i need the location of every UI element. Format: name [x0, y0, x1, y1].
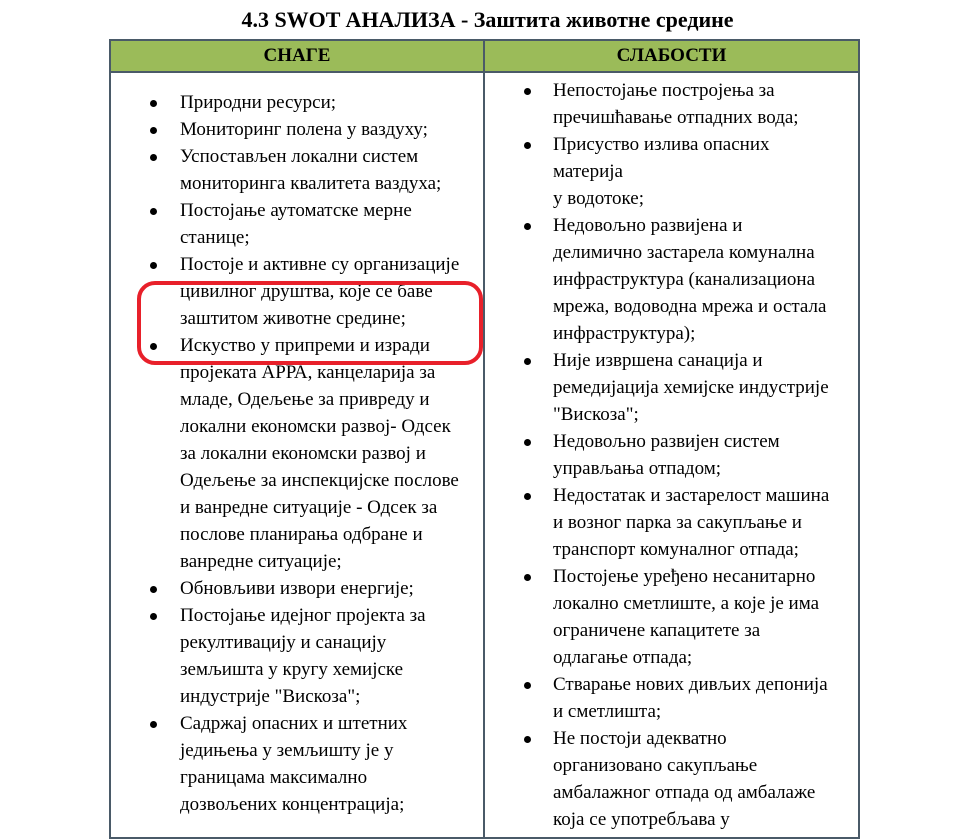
weaknesses-column — [485, 73, 858, 837]
bullet-icon — [150, 586, 157, 593]
swot-table — [109, 39, 860, 839]
bullet-icon — [524, 358, 531, 365]
table-body-row — [111, 73, 858, 837]
list-item-text: Није извршена санација и ремедијација хемијске индустрије "Вискоза"; — [553, 350, 829, 425]
list-item — [485, 212, 858, 347]
list-item-text: Успостављен локални систем мониторинга квалитета ваздуха; — [180, 146, 442, 194]
bullet-icon — [524, 223, 531, 230]
list-item-text: Постојање аутоматске мерне станице; — [180, 200, 412, 248]
list-item-text: Садржај опасних и штетних једињења у земљишту је у границама максимално дозвољених концентрација; — [180, 713, 408, 815]
bullet-icon — [524, 439, 531, 446]
list-item — [485, 671, 858, 725]
strengths-header: СНАГЕ — [111, 41, 485, 71]
list-item-text: Присуство излива опасних материја у водотоке; — [553, 134, 770, 209]
list-item-text: Недовољно развијен систем управљања отпадом; — [553, 431, 780, 479]
bullet-icon — [524, 574, 531, 581]
list-item-highlighted — [111, 251, 483, 332]
bullet-icon — [150, 262, 157, 269]
list-item-text: Непостојање постројења за пречишћавање отпадних вода; — [553, 80, 799, 128]
list-item — [111, 116, 483, 143]
bullet-icon — [524, 682, 531, 689]
bullet-icon — [524, 493, 531, 500]
list-item — [485, 428, 858, 482]
list-item-text: Обновљиви извори енергије; — [180, 578, 414, 599]
list-item-text: Мониторинг полена у ваздуху; — [180, 119, 428, 140]
list-item-text: Природни ресурси; — [180, 92, 337, 113]
bullet-icon — [524, 142, 531, 149]
list-item-text: Стварање нових дивљих депонија и сметлишта; — [553, 674, 828, 722]
strengths-column — [111, 73, 485, 837]
bullet-icon — [524, 736, 531, 743]
bullet-icon — [524, 88, 531, 95]
bullet-icon — [150, 343, 157, 350]
weaknesses-header: СЛАБОСТИ — [485, 41, 858, 71]
list-item — [111, 89, 483, 116]
list-item — [485, 563, 858, 671]
strengths-list — [111, 73, 483, 818]
table-header-row — [111, 41, 858, 73]
list-item — [485, 482, 858, 563]
page-title: 4.3 SWOT АНАЛИЗА - Заштита животне средине — [241, 7, 734, 32]
list-item-text: Искуство у припреми и изради пројеката АРРА, канцеларија за младе, Одељење за привреду и локални економски развој- Одсек за локални економски развој и Одељење за инспекцијске послове и ванредне ситуације - Одсек за послове планирања одбране и ванредне ситуације; — [180, 335, 459, 572]
bullet-icon — [150, 154, 157, 161]
bullet-icon — [150, 613, 157, 620]
list-item-text: Недостатак и застарелост машина и возног парка за сакупљање и транспорт комуналног отпада; — [553, 485, 830, 560]
list-item — [111, 575, 483, 602]
list-item-text: Постојање идејног пројекта за рекултивацију и санацију земљишта у кругу хемијске индустрије "Вискоза"; — [180, 605, 426, 707]
list-item-text: Постојење уређено несанитарно локално сметлиште, а које је има ограничене капацитете за одлагање отпада; — [553, 566, 820, 668]
list-item — [485, 725, 858, 833]
bullet-icon — [150, 208, 157, 215]
list-item — [485, 77, 858, 131]
list-item — [111, 710, 483, 818]
bullet-icon — [150, 127, 157, 134]
weaknesses-list — [485, 73, 858, 833]
list-item — [111, 332, 483, 575]
list-item — [485, 347, 858, 428]
list-item — [111, 602, 483, 710]
list-item-text: Недовољно развијена и делимично застарела комунална инфраструктура (канализациона мрежа, водоводна мрежа и остала инфраструктура); — [553, 215, 827, 344]
list-item — [111, 197, 483, 251]
list-item — [111, 143, 483, 197]
bullet-icon — [150, 721, 157, 728]
list-item-text: Не постоји адекватно организовано сакупљање амбалажног отпада од амбалаже која се употребљава у — [553, 728, 816, 830]
bullet-icon — [150, 100, 157, 107]
list-item — [485, 131, 858, 212]
list-item-text: Постоје и активне су организације цивилног друштва, које се баве заштитом животне средине; — [180, 254, 460, 329]
